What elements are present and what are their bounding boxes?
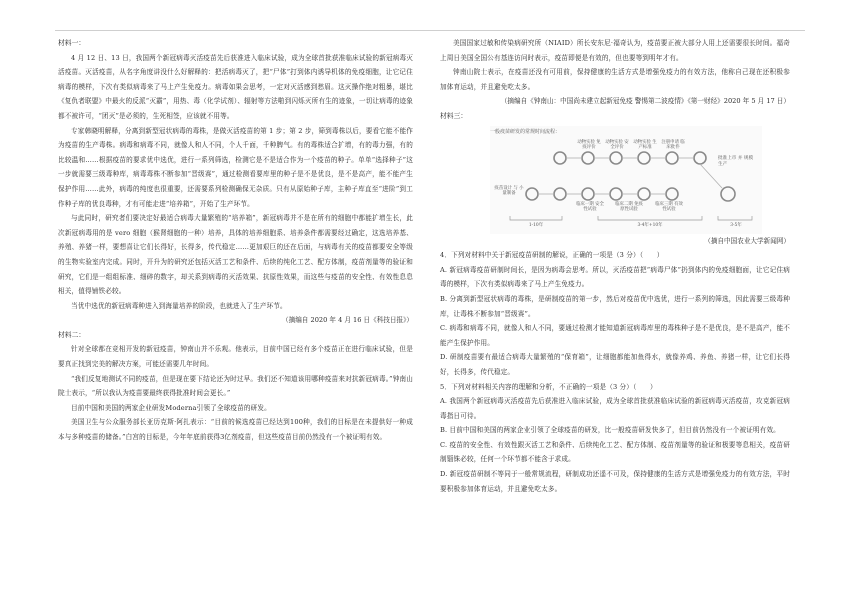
- duration-3: 3-5年: [730, 222, 742, 228]
- label-animal-standard: 动物实验 生产标准: [633, 139, 657, 150]
- material-2-paragraph-4: 美国卫生与公众服务部长亚历克斯·阿扎表示：“目前的候选疫苗已经达到100种，我们的目标是在未提供好一种成本与多种疫苗的储备。”白宫的目标是，今年年底前获得3亿剂疫苗，但这些疫苗目前仍然没有一个被证明有效。: [58, 418, 413, 442]
- material-2-paragraph-3: 目前中国和美国的两家企业研发Moderna引领了全球疫苗的研发。: [71, 403, 271, 412]
- material-2-paragraph-1: 针对全球都在竞相开发的新冠疫苗，钟南山并不乐观。他表示，目前中国已经有多个疫苗正在进行临床试验，但是要真正找到完美的解决方案，可能还需要几年时间。: [58, 345, 413, 369]
- question-4-option-c: C. 病毒和病毒不同，就像人和人不同，要通过检测才能知道新冠病毒库里的毒株种子是不是优良，是不是高产，能不能产生保护作用。: [440, 324, 790, 347]
- material-2-source: （摘编自《钟南山：中国尚未建立起新冠免疫 警惕第二波疫情》《第一财经》2020 年 5 月 17 日）: [500, 97, 790, 106]
- label-animal-safety: 动物实验 安全评价: [605, 139, 629, 150]
- label-approval: 批准上市 并 规模生产: [718, 155, 754, 167]
- top-rule: [55, 30, 805, 31]
- label-animal-immune: 动物实验 免疫评价: [577, 139, 601, 150]
- question-4-option-b: B. 分离到新型冠状病毒的毒株，是研制疫苗的第一步，然后对疫苗优中选优，进行一系列的筛选，因此需要三级毒种库，让毒株不断参加“晋级赛”。: [440, 294, 790, 318]
- material-3-heading: 材料三：: [440, 111, 468, 120]
- label-phase-3: 临床三期 有效性试验: [655, 201, 683, 212]
- question-5: 5．下列对材料相关内容的理解和分析，不正确的一项是（3 分）（ ）: [440, 382, 657, 391]
- label-phase-2: 临床二期 免疫原性试验: [615, 201, 643, 212]
- label-phase-1: 临床一期 安全性试验: [576, 201, 604, 212]
- question-5-option-c: C. 疫苗的安全性、有效性跟灭活工艺和条件、后续纯化工艺、配方体制、疫苗剂量等的验证和极要等息相关，疫苗研制锱铢必较，任何一个环节都不能含于求成。: [440, 440, 790, 464]
- figure-title: 一般疫苗研发的常规时间流程：: [490, 128, 561, 135]
- question-5-option-b: B. 目前中国和美国的两家企业引领了全球疫苗的研发，比一般疫苗研发快多了，但目前仍然没有一个被证明有效。: [440, 426, 780, 435]
- material-2-heading: 材料二：: [58, 330, 86, 339]
- material-1-paragraph-2: 专家韩晓明解释，分离到新型冠状病毒的毒株，是做灭活疫苗的第 1 步；第 2 步，筛到毒株以后，要看它能不能作为疫苗的生产毒株。病毒和病毒不同，就像人和人不同，个人千面，千种脾气。有的毒株适合扩增，有的毒力强，有的比较温和……根据疫苗的要求优中选优，进行一系列筛选，检测它是不是适合作为一个疫苗的种子。单单“选择种子”这一步就需要三级毒种库，病毒毒株不断参加“晋级赛”，通过检测看要库里的种子是不是优良，是不是高产，能不能产生保护作用……此外，病毒的纯度也很重要，还需要系列检测确保无杂质。只有从原始种子库，主种子库直至“进阶”到工作种子库的优良毒种，才有可能走进“培养箱”，开始了生产环节。: [58, 126, 413, 208]
- question-5-option-d: D. 新冠疫苗研制不等同于一般常规流程，研制成功还遥不可及，保持健康的生活方式是增强免疫力的有效方法，平时要积极参加体育运动，并且避免吃太多。: [440, 470, 790, 493]
- vaccine-timeline-figure: [490, 126, 762, 234]
- material-1-source: （摘编自 2020 年 4 月 16 日《科技日报》）: [282, 316, 413, 325]
- material-2-paragraph-6: 钟南山院士表示，在疫苗还没有可用前，保持健康的生活方式是增强免疫力的有效方法，他称自己现在还积极参加体育运动，并且避免吃太多。: [440, 68, 790, 91]
- question-5-option-a: A. 我国两个新冠病毒灭活疫苗先后获准进入临床试验，成为全球首批获准临床试验的新冠病毒灭活疫苗，攻克新冠病毒指日可待。: [440, 397, 790, 420]
- label-registration: 注册申请 临床批件: [661, 139, 685, 150]
- duration-2: 3-4年+10年: [637, 222, 663, 228]
- question-4-option-d: D. 研制疫苗要有最适合病毒大量繁殖的“保育箱”，让细胞都能加鱼得水，就像养鸡、养鱼、养猪一样，让它们长得好，长得多，传代稳定。: [440, 353, 790, 376]
- material-1-paragraph-1: 4 月 12 日、13 日，我国两个新冠病毒灭活疫苗先后获准进入临床试验，成为全球首批获准临床试验的新冠病毒灭活疫苗。灭活疫苗，从名字角度讲没什么好解释的：把活病毒灭了，把“尸体”打到体内诱导机体的免疫细胞，让它记住病毒的模样，下次有类似病毒来了马上产生免疫力。病毒如果会思考，一定对灭活感到愁眉。这灭操作绝对粗暴，堪比《复仇者联盟》中最火的反派“灭霸”，用热、毒（化学试剂）、辐射等方法啪到闪烁灭所有生的迹象，一切让病毒的迹象都不被许可，“团灭”是必须的，生死相签，应该就不用等。: [58, 53, 413, 120]
- question-4-option-a: A. 新冠病毒疫苗研制时间长，是因为病毒会思考。所以，灭活疫苗把“病毒尸体”扔到体内的免疫细胞面，让它记住病毒的模样，下次有类似病毒来了马上产生免疫力。: [440, 265, 790, 289]
- left-column: [58, 36, 413, 445]
- figure-caption: （摘自中国农业大学新闻网）: [704, 236, 790, 245]
- material-1-paragraph-4: 当优中选优的新冠病毒种进入到海量培养的阶段，也就进入了生产环节。: [71, 301, 287, 310]
- label-design: 疫苗设计 与 小量制备: [494, 185, 524, 196]
- material-2-paragraph-2: “我们反复地测试不同的疫苗，但是现在要下结论还为时过早。我们还不知道该用哪种疫苗来对抗新冠病毒。”钟南山院士表示，“所以我认为疫苗要最终获得批准时间会更长。”: [58, 374, 413, 398]
- material-2-paragraph-5: 美国国家过敏和传染病研究所（NIAID）所长安东尼·福奇认为，疫苗要正被大部分人用上还需要很长时间。福奇上周日美国全国公有基连访问时表示，疫苗即便是有效的，但也要等到明年才有。: [440, 39, 790, 62]
- material-1-paragraph-3: 与此同时，研究者们要决定好最适合病毒大量繁殖的“培养箱”，新冠病毒并不是在所有的细胞中都能扩增生长，此次新冠病毒用的是 vero 细胞（猴肾细胞的一种）培养，具体的培养细胞系、培养条件都需要经过确定，这选培养基、养殖、养猪一样，要想喜让它们长得好，长得多，传代稳定……更加艰巨的还在后面，与病毒有关的疫苗都要安全等级的生物实验室内完成。同时，开升为的研究还包括灭活工艺和条件、后续的纯化工艺、配方体制，疫苗剂量等的验证和研究，它们是一组组标准、细碎的数字，却关系到病毒的灭活效果、抗原性效果，而这些与疫苗的安全性、有效性息息相关，值得铺铁必较。: [58, 214, 413, 296]
- duration-1: 1-10年: [528, 222, 544, 228]
- material-1-heading: 材料一：: [58, 39, 86, 47]
- right-column: [440, 36, 790, 496]
- question-4: 4．下列对材料中关于新冠疫苗研制的解说，正确的一项是（3 分）（ ）: [440, 251, 664, 260]
